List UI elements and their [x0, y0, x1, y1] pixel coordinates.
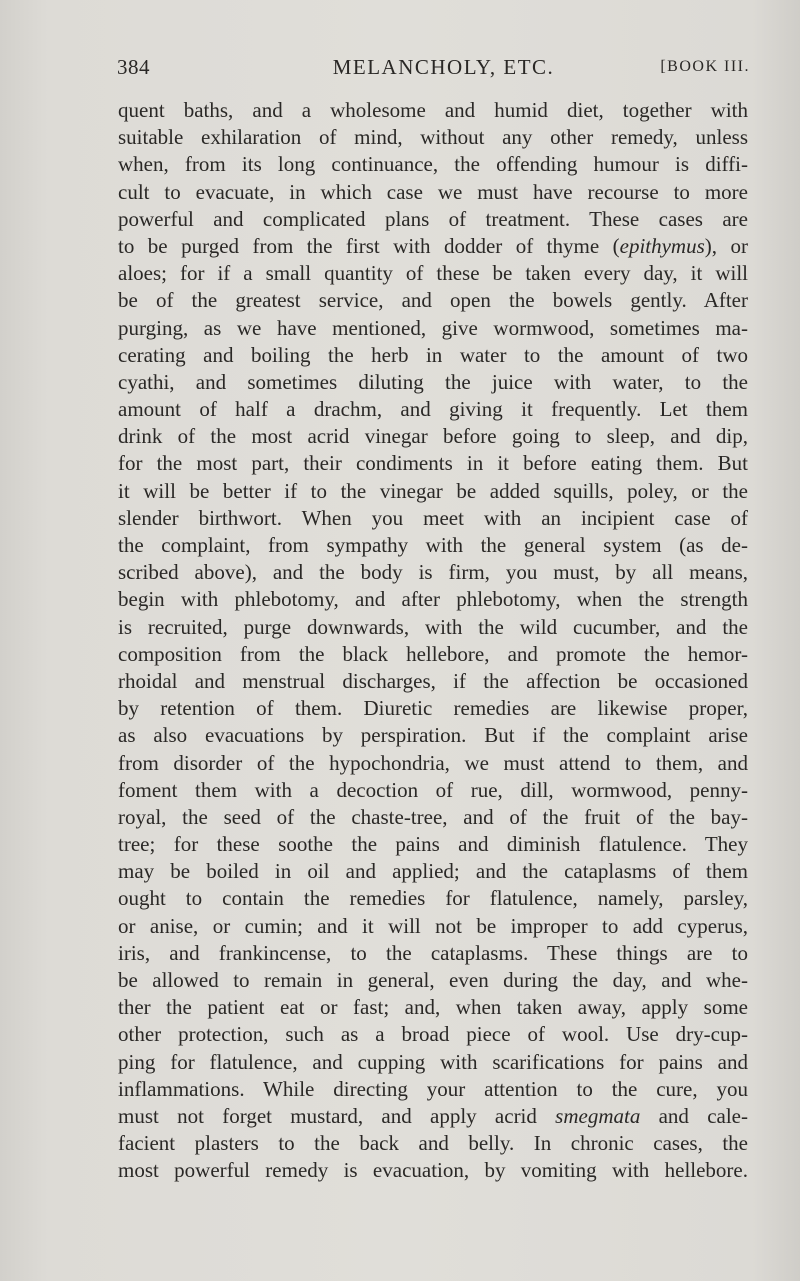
text-line: may be boiled in oil and applied; and the cataplasms of them — [118, 859, 748, 884]
text-line: to be purged from the first with dodder of thyme (epithymus), or — [118, 233, 748, 258]
text-line: ther the patient eat or fast; and, when taken away, apply some — [118, 995, 748, 1020]
italic-term: smegmata — [555, 1103, 641, 1128]
text-line: amount of half a drachm, and giving it frequently. Let them — [118, 397, 748, 422]
text-line: most powerful remedy is evacuation, by vomiting with hellebore. — [118, 1158, 748, 1183]
text-line: from disorder of the hypochondria, we must attend to them, and — [118, 750, 748, 775]
text-line: composition from the black hellebore, and promote the hemor- — [118, 641, 748, 666]
text-line: drink of the most acrid vinegar before going to sleep, and dip, — [118, 424, 748, 449]
text-line: must not forget mustard, and apply acrid smegmata and cale- — [118, 1103, 748, 1128]
text-line: cerating and boiling the herb in water to the amount of two — [118, 342, 748, 367]
body-text — [118, 97, 748, 1185]
text-line: ping for flatulence, and cupping with scarifications for pains and — [118, 1049, 748, 1074]
text-line: or anise, or cumin; and it will not be improper to add cyperus, — [118, 913, 748, 938]
text-line: tree; for these soothe the pains and diminish flatulence. They — [118, 832, 748, 857]
text-line: cult to evacuate, in which case we must have recourse to more — [118, 179, 748, 204]
text-line: for the most part, their condiments in it before eating them. But — [118, 451, 748, 476]
text-line: iris, and frankincense, to the cataplasms. These things are to — [118, 940, 748, 965]
book-reference: [BOOK III. — [660, 58, 750, 75]
text-line: foment them with a decoction of rue, dill, wormwood, penny- — [118, 777, 748, 802]
text-line: be allowed to remain in general, even during the day, and whe- — [118, 968, 748, 992]
running-title: MELANCHOLY, ETC. — [332, 55, 555, 79]
text-line: it will be better if to the vinegar be added squills, poley, or the — [118, 478, 748, 503]
text-line: begin with phlebotomy, and after phlebotomy, when the strength — [118, 587, 748, 612]
text-line: cyathi, and sometimes diluting the juice with water, to the — [118, 369, 748, 394]
text-line: when, from its long continuance, the offending humour is diffi- — [118, 152, 748, 177]
page-number: 384 — [117, 55, 150, 79]
text-line: by retention of them. Diuretic remedies are likewise proper, — [118, 696, 748, 721]
text-line: powerful and complicated plans of treatment. These cases are — [118, 206, 748, 231]
text-line: as also evacuations by perspiration. But if the complaint arise — [118, 723, 748, 748]
text-line: rhoidal and menstrual discharges, if the affection be occasioned — [118, 668, 748, 693]
text-line: royal, the seed of the chaste-tree, and of the fruit of the bay- — [118, 804, 748, 829]
text-line: facient plasters to the back and belly. In chronic cases, the — [118, 1131, 748, 1156]
text-line: be of the greatest service, and open the bowels gently. After — [118, 288, 748, 313]
text-line: quent baths, and a wholesome and humid diet, together with — [118, 98, 748, 122]
text-line: scribed above), and the body is firm, you must, by all means, — [118, 560, 748, 585]
text-line: aloes; for if a small quantity of these be taken every day, it will — [118, 261, 748, 286]
text-line: purging, as we have mentioned, give wormwood, sometimes ma- — [118, 315, 748, 340]
text-line: the complaint, from sympathy with the general system (as de- — [118, 533, 748, 557]
text-line: ought to contain the remedies for flatulence, namely, parsley, — [118, 886, 748, 911]
text-line: slender birthwort. When you meet with an incipient case of — [118, 505, 748, 530]
italic-term: epithymus — [619, 233, 705, 258]
running-head — [117, 52, 750, 82]
text-line: inflammations. While directing your attention to the cure, you — [118, 1076, 748, 1101]
text-line: is recruited, purge downwards, with the wild cucumber, and the — [118, 614, 748, 639]
text-line: other protection, such as a broad piece of wool. Use dry-cup- — [118, 1022, 748, 1047]
text-line: suitable exhilaration of mind, without any other remedy, unless — [118, 125, 748, 150]
